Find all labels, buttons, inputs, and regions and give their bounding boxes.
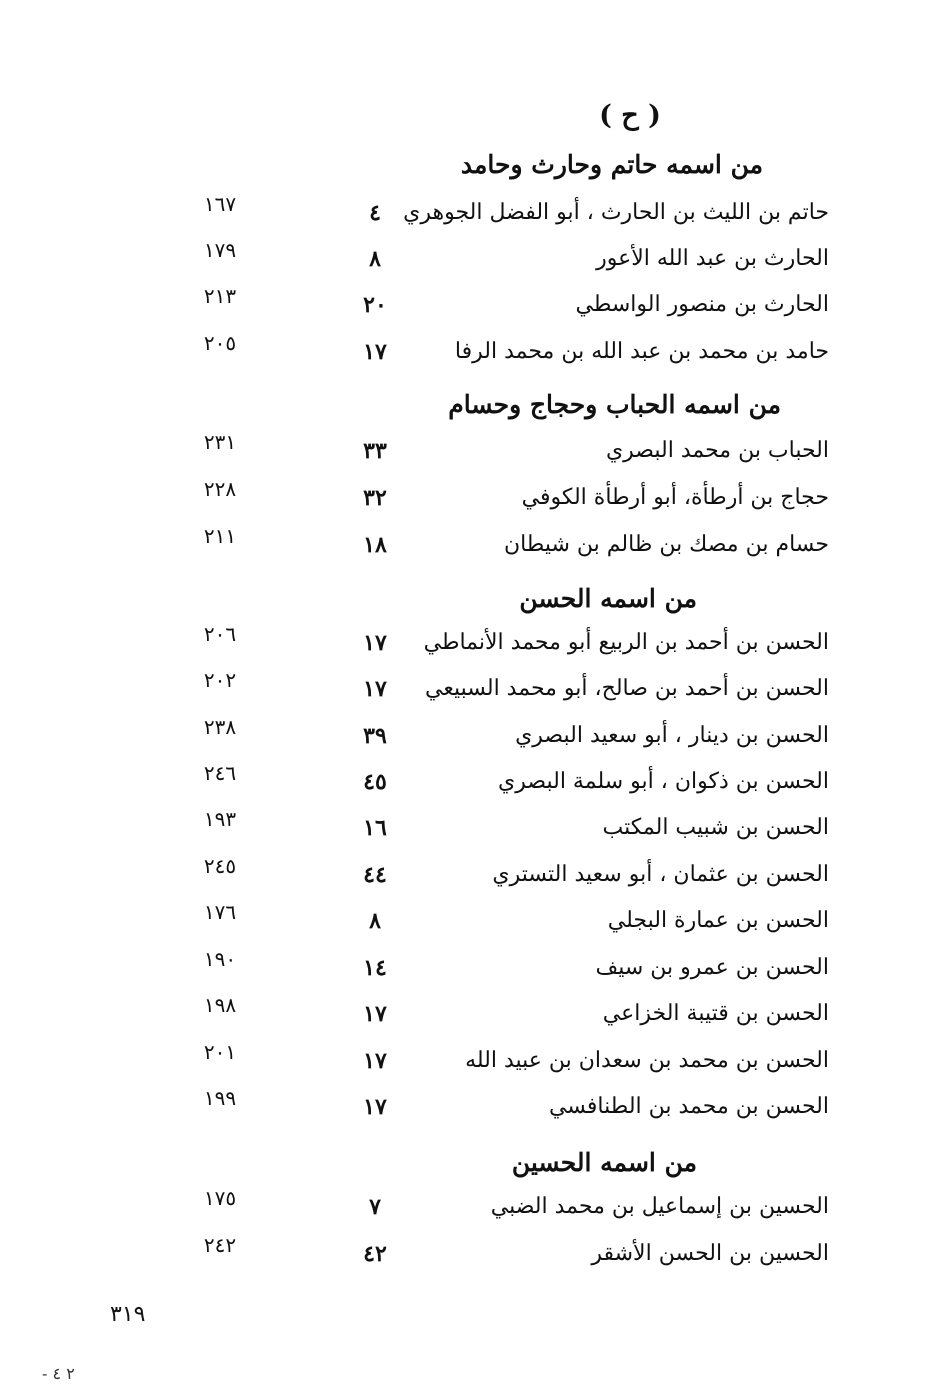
entry-page: ٢٤٦ — [203, 761, 237, 785]
entry-page: ٢٤٢ — [203, 1233, 237, 1257]
entry-number: ١٧ — [363, 676, 387, 702]
index-entry — [0, 622, 941, 664]
entry-name: الحسين بن إسماعيل بن محمد الضبي — [490, 1194, 829, 1219]
entry-page: ٢١١ — [203, 524, 237, 548]
entry-number: ٣٣ — [363, 438, 387, 464]
entry-name: الحسن بن عثمان ، أبو سعيد التستري — [492, 862, 829, 887]
entry-number: ١٤ — [363, 955, 387, 981]
entry-number: ٣٩ — [363, 723, 387, 749]
index-entry — [0, 854, 941, 896]
index-entry — [0, 1086, 941, 1128]
index-entry — [0, 284, 941, 326]
entry-name: الحسن بن دينار ، أبو سعيد البصري — [515, 723, 829, 748]
entry-number: ١٧ — [363, 339, 387, 365]
section-heading: من اسمه حاتم وحارث وحامد — [460, 150, 763, 179]
corner-mark: - ٢ ٤ — [42, 1364, 75, 1383]
entry-number: ٨ — [369, 246, 381, 272]
index-entry — [0, 1233, 941, 1275]
entry-name: الحارث بن عبد الله الأعور — [596, 246, 829, 271]
section-heading: من اسمه الحسين — [511, 1148, 697, 1177]
entry-name: الحسن بن محمد بن الطنافسي — [548, 1094, 829, 1119]
index-entry — [0, 668, 941, 710]
page-number: ٣١٩ — [110, 1302, 146, 1327]
section-heading: من اسمه الحسن — [519, 584, 697, 613]
letter-heading: ( ح ) — [599, 100, 661, 131]
index-entry — [0, 947, 941, 989]
entry-number: ١٧ — [363, 1094, 387, 1120]
entry-number: ١٧ — [363, 1001, 387, 1027]
entry-number: ٧ — [369, 1194, 381, 1220]
entry-page: ٢٣١ — [203, 430, 237, 454]
entry-name: الحسن بن محمد بن سعدان بن عبيد الله — [465, 1048, 829, 1073]
entry-name: حجاج بن أرطأة، أبو أرطأة الكوفي — [521, 485, 829, 510]
entry-number: ٤ — [369, 200, 381, 226]
entry-number: ٣٢ — [363, 485, 387, 511]
entry-number: ١٧ — [363, 1048, 387, 1074]
entry-name: الحارث بن منصور الواسطي — [575, 292, 829, 317]
index-entry — [0, 1186, 941, 1228]
entry-name: حسام بن مصك بن ظالم بن شيطان — [503, 532, 829, 557]
entry-name: الحسن بن أحمد بن صالح، أبو محمد السبيعي — [425, 676, 829, 701]
entry-name: الحباب بن محمد البصري — [605, 438, 829, 463]
entry-name: الحسن بن عمرو بن سيف — [595, 955, 829, 980]
entry-name: الحسن بن ذكوان ، أبو سلمة البصري — [498, 769, 829, 794]
entry-name: الحسن بن شبيب المكتب — [602, 815, 829, 840]
entry-number: ٤٥ — [363, 769, 387, 795]
entry-number: ١٨ — [363, 532, 387, 558]
entry-name: حاتم بن الليث بن الحارث ، أبو الفضل الجوهري — [403, 200, 829, 225]
index-entry — [0, 900, 941, 942]
entry-name: حامد بن محمد بن عبد الله بن محمد الرفا — [454, 339, 829, 364]
entry-number: ٢٠ — [363, 292, 387, 318]
entry-name: الحسن بن قتيبة الخزاعي — [602, 1001, 829, 1026]
entry-number: ١٧ — [363, 630, 387, 656]
entry-number: ١٦ — [363, 815, 387, 841]
index-entry — [0, 761, 941, 803]
entry-page: ١٩٠ — [203, 947, 237, 971]
entry-page: ٢٠٥ — [203, 331, 237, 355]
entry-page: ٢٣٨ — [203, 715, 237, 739]
entry-page: ١٧٩ — [203, 238, 237, 262]
entry-page: ١٩٣ — [203, 807, 237, 831]
entry-page: ٢٠٢ — [203, 668, 237, 692]
index-entry — [0, 238, 941, 280]
index-entry — [0, 477, 941, 519]
index-entry — [0, 430, 941, 472]
entry-name: الحسن بن أحمد بن الربيع أبو محمد الأنماطي — [423, 630, 829, 655]
entry-page: ٢٠٦ — [203, 622, 237, 646]
index-entry — [0, 807, 941, 849]
index-entry — [0, 715, 941, 757]
index-entry — [0, 192, 941, 234]
entry-page: ١٦٧ — [203, 192, 237, 216]
entry-number: ٤٤ — [363, 862, 387, 888]
entry-page: ٢٢٨ — [203, 477, 237, 501]
section-heading: من اسمه الحباب وحجاج وحسام — [448, 390, 781, 419]
entry-page: ٢١٣ — [203, 284, 237, 308]
index-entry — [0, 1040, 941, 1082]
entry-name: الحسن بن عمارة البجلي — [607, 908, 829, 933]
entry-page: ١٧٥ — [203, 1186, 237, 1210]
entry-number: ٨ — [369, 908, 381, 934]
index-entry — [0, 524, 941, 566]
entry-page: ١٩٨ — [203, 993, 237, 1017]
entry-page: ٢٠١ — [203, 1040, 237, 1064]
index-entry — [0, 331, 941, 373]
entry-page: ٢٤٥ — [203, 854, 237, 878]
entry-name: الحسين بن الحسن الأشقر — [591, 1241, 829, 1266]
index-entry — [0, 993, 941, 1035]
entry-page: ١٩٩ — [203, 1086, 237, 1110]
entry-page: ١٧٦ — [203, 900, 237, 924]
entry-number: ٤٢ — [363, 1241, 387, 1267]
